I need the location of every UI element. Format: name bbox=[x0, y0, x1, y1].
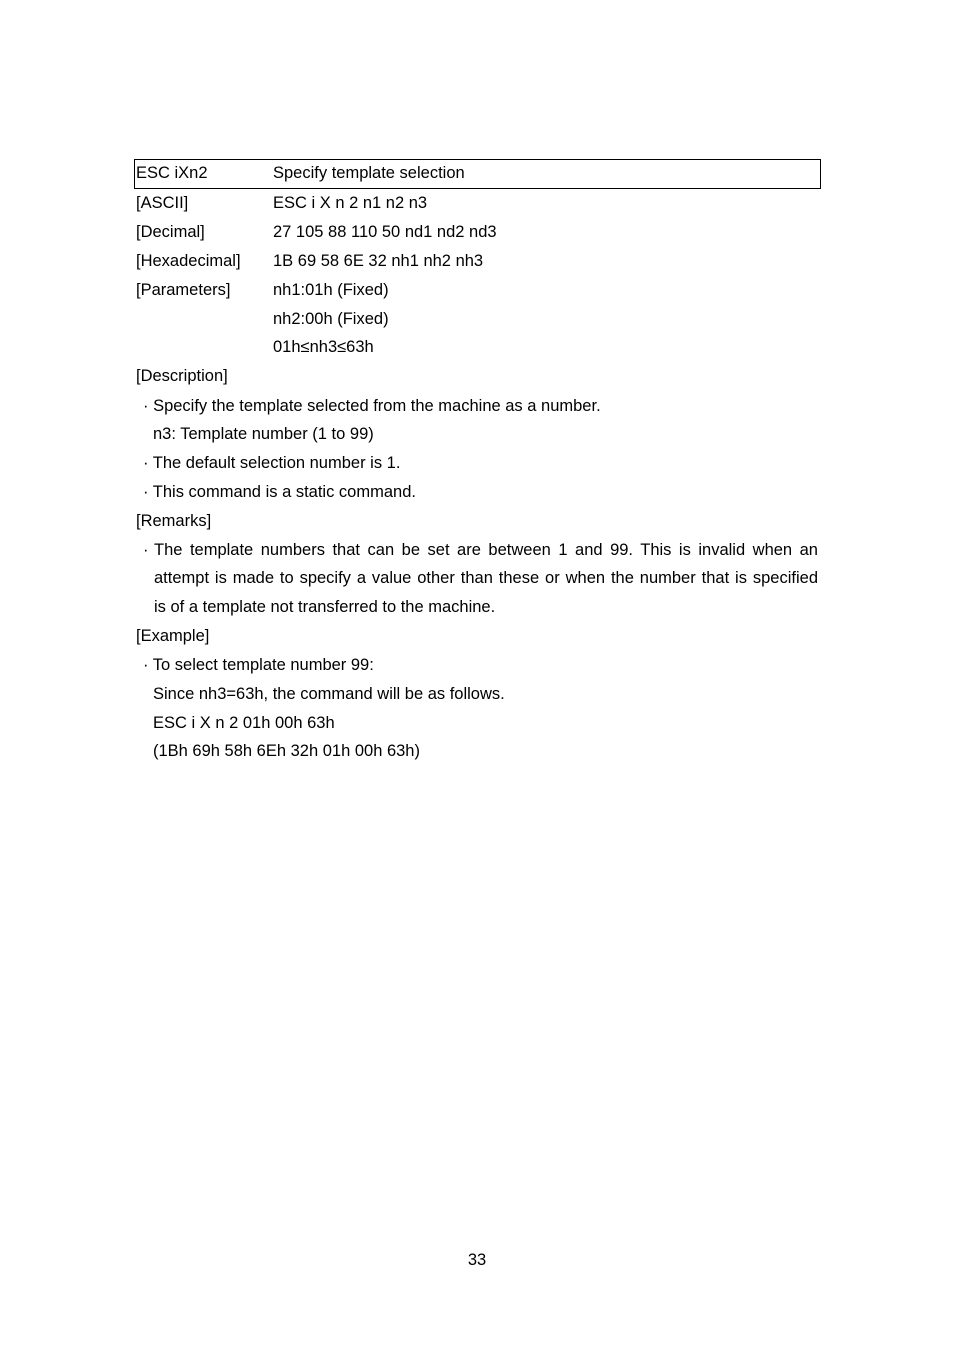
remarks-heading: [Remarks] bbox=[136, 512, 212, 530]
row-label-decimal: [Decimal] bbox=[136, 223, 205, 241]
description-heading: [Description] bbox=[136, 367, 228, 385]
example-hex-command: (1Bh 69h 58h 6Eh 32h 01h 00h 63h) bbox=[153, 742, 420, 760]
remarks-line: is of a template not transferred to the machine. bbox=[154, 598, 496, 616]
command-title: Specify template selection bbox=[273, 164, 465, 182]
example-command: ESC i X n 2 01h 00h 63h bbox=[153, 714, 335, 732]
example-item: · To select template number 99: bbox=[143, 656, 374, 674]
row-value-parameter-nh3: 01h≤nh3≤63h bbox=[273, 338, 374, 356]
example-item: Since nh3=63h, the command will be as follows. bbox=[153, 685, 505, 703]
row-value-parameter-nh2: nh2:00h (Fixed) bbox=[273, 310, 389, 328]
example-heading: [Example] bbox=[136, 627, 210, 645]
row-value-parameter-nh1: nh1:01h (Fixed) bbox=[273, 281, 389, 299]
remarks-bullet: · bbox=[143, 541, 149, 559]
row-value-decimal: 27 105 88 110 50 nd1 nd2 nd3 bbox=[273, 223, 497, 241]
row-label-parameters: [Parameters] bbox=[136, 281, 231, 299]
remarks-line: The template numbers that can be set are between 1 and 99. This is invalid when an bbox=[154, 541, 818, 559]
page-number: 33 bbox=[467, 1251, 487, 1269]
description-item: · Specify the template selected from the machine as a number. bbox=[143, 397, 601, 415]
row-value-ascii: ESC i X n 2 n1 n2 n3 bbox=[273, 194, 428, 212]
description-item: n3: Template number (1 to 99) bbox=[153, 425, 374, 443]
command-name: ESC iXn2 bbox=[136, 164, 208, 182]
row-value-hexadecimal: 1B 69 58 6E 32 nh1 nh2 nh3 bbox=[273, 252, 484, 270]
row-label-hexadecimal: [Hexadecimal] bbox=[136, 252, 241, 270]
command-header-box bbox=[134, 159, 821, 189]
description-item: · The default selection number is 1. bbox=[143, 454, 401, 472]
row-label-ascii: [ASCII] bbox=[136, 194, 189, 212]
remarks-line: attempt is made to specify a value other than these or when the number that is specified bbox=[154, 569, 818, 587]
description-item: · This command is a static command. bbox=[143, 483, 416, 501]
